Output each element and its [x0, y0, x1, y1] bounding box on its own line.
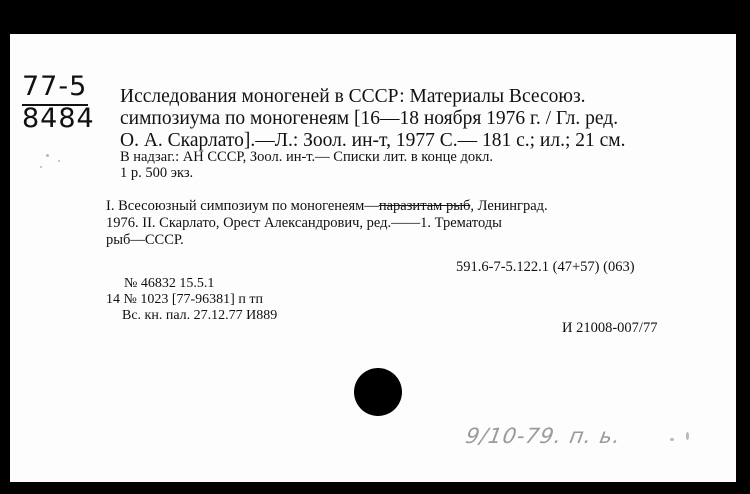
paper-speck: [46, 154, 49, 157]
paper-speck: [58, 160, 60, 162]
index-code: И 21008-007/77: [562, 320, 658, 336]
paper-speck: [686, 432, 689, 440]
title-line-1: Исследования моногеней в СССР: Материалы Всесоюз.: [120, 86, 586, 107]
subjects-struck-text: паразитам рыб: [378, 198, 471, 214]
title-line-2: симпозиума по моногенеям [16—18 ноября 1976 г. / Гл. ред.: [120, 108, 619, 129]
subjects-line-1-start: I. Всесоюзный симпозиум по моногенеям—: [106, 198, 379, 214]
call-number-top: 77-5: [22, 71, 88, 102]
subjects-line-1: [106, 198, 548, 215]
accession-line-1: № 46832 15.5.1: [124, 276, 215, 291]
udc-classification: 591.6-7-5.122.1 (47+57) (063): [456, 259, 635, 275]
call-number-bottom: 8484: [22, 103, 95, 134]
title-line-3: О. А. Скарлато].—Л.: Зоол. ин-т, 1977 С.— 181 с.; ил.; 21 см.: [120, 130, 626, 151]
subjects-line-1-end: , Ленинград.: [470, 198, 548, 214]
accession-line-2: 14 № 1023 [77-96381] п тп: [106, 292, 263, 307]
punch-hole: [354, 368, 402, 416]
paper-speck: [40, 166, 42, 168]
subjects-line-3: рыб—СССР.: [106, 232, 184, 248]
accession-line-3: Вс. кн. пал. 27.12.77 И889: [122, 308, 278, 323]
paper-speck: [670, 438, 674, 441]
handwritten-stamp: 9/10-79. п. ь.: [463, 424, 624, 448]
notes-line-2: 1 р. 500 экз.: [120, 165, 194, 181]
subjects-line-2: 1976. II. Скарлато, Орест Александрович, ред.——1. Трематоды: [106, 215, 502, 231]
notes-line-1: В надзаг.: АН СССР, Зоол. ин-т.— Списки лит. в конце докл.: [120, 149, 493, 165]
catalog-card: [10, 34, 736, 482]
